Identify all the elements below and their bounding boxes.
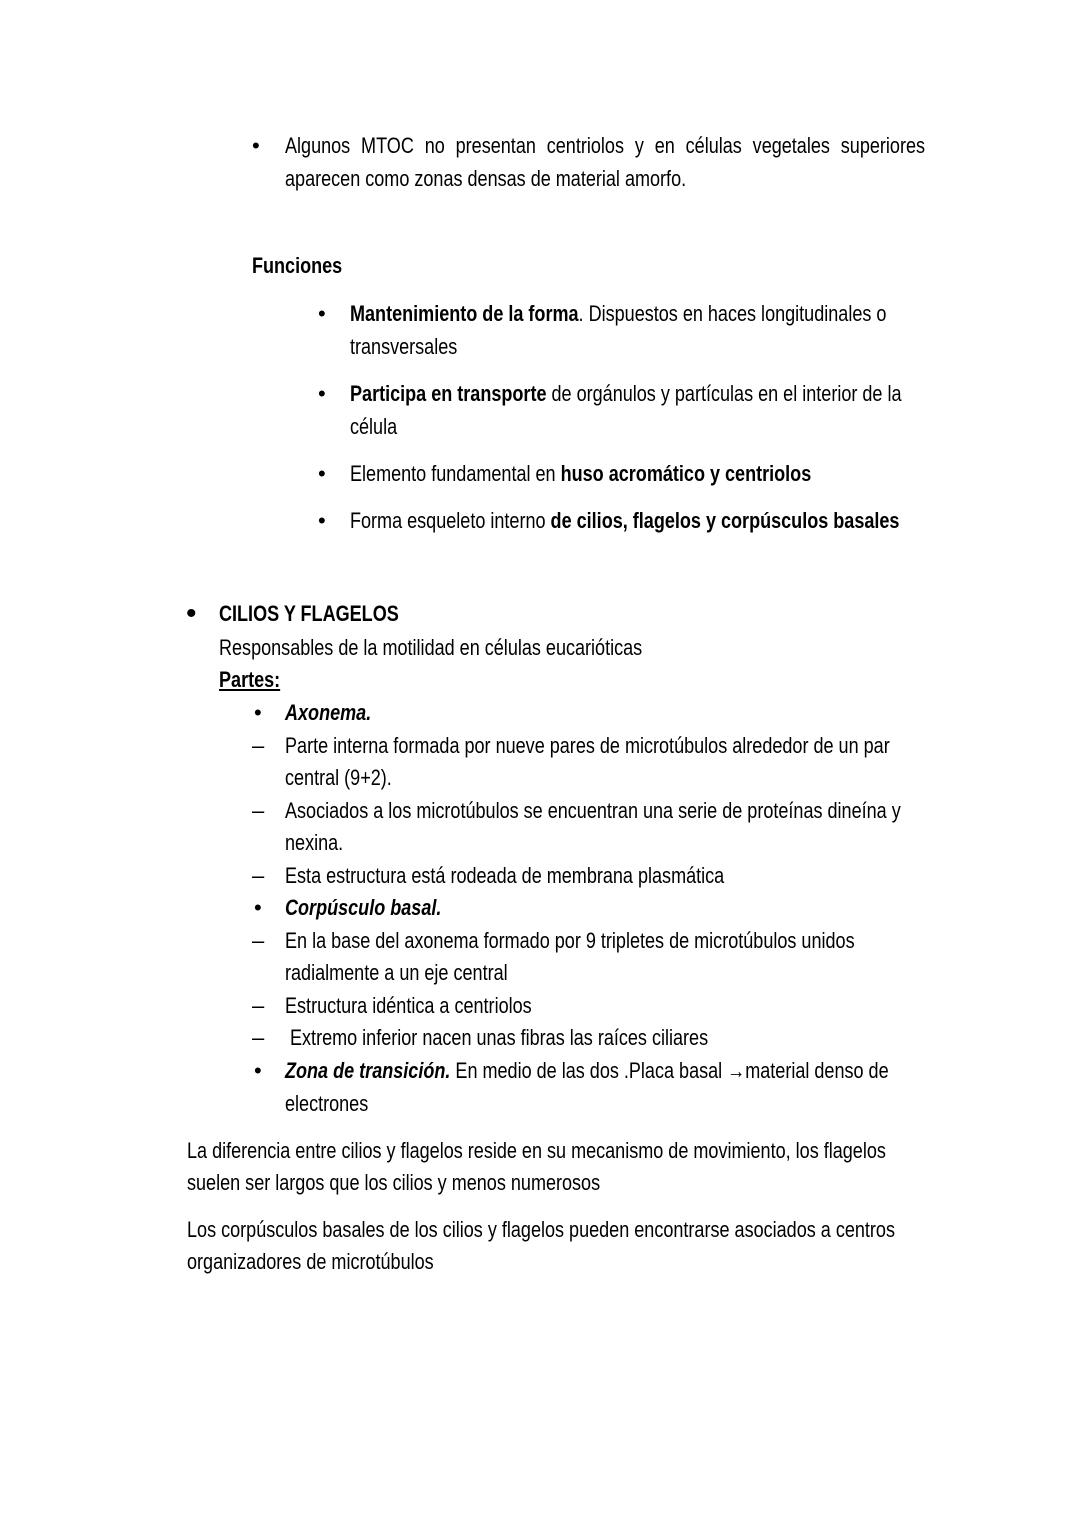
- mtoc-line-2: [285, 163, 774, 195]
- axonema-dash-1: [285, 730, 1022, 762]
- partes-label: [219, 664, 294, 696]
- bullet-icon: •: [254, 1058, 262, 1083]
- axonema-dash-2-cont-text: nexina.: [285, 830, 344, 855]
- bullet-icon: •: [252, 133, 260, 158]
- funciones-heading-text: Funciones: [252, 253, 343, 278]
- funcion-item-4-pre: Forma esqueleto interno: [350, 508, 551, 533]
- dash-icon: –: [252, 798, 265, 823]
- axonema-dash-1-cont-text: central (9+2).: [285, 765, 392, 790]
- bullet-icon: •: [318, 508, 326, 533]
- axonema-dash-2-text: Asociados a los microtúbulos se encuentran una serie de proteínas dineína y: [285, 798, 901, 823]
- funcion-item-1: [350, 298, 1004, 330]
- partes-label-text: Partes:: [219, 667, 281, 692]
- axonema-dash-1-cont: [285, 762, 415, 794]
- corpusculo-dash-1-text: En la base del axonema formado por 9 tripletes de microtúbulos unidos: [285, 928, 855, 953]
- funcion-item-2-cont: [350, 411, 407, 443]
- transicion-cont: [285, 1088, 387, 1120]
- transicion-cont-text: electrones: [285, 1091, 369, 1116]
- paragraph-2-line-1-text: Los corpúsculos basales de los cilios y flagelos pueden encontrarse asociados a centros: [187, 1217, 895, 1242]
- dash-icon: –: [252, 863, 265, 888]
- funcion-item-1-bold: Mantenimiento de la forma: [350, 301, 579, 326]
- corpusculo-dash-2: [285, 990, 586, 1022]
- funcion-item-1-rest: . Dispuestos en haces longitudinales o: [578, 301, 887, 326]
- axonema-title-text: Axonema.: [285, 700, 372, 725]
- corpusculo-dash-1-cont: [285, 957, 557, 989]
- corpusculo-dash-3-text: Extremo inferior nacen unas fibras las raíces ciliares: [290, 1025, 709, 1050]
- axonema-title: [285, 697, 390, 729]
- bullet-icon: •: [318, 461, 326, 486]
- bullet-icon: •: [254, 700, 262, 725]
- cilios-heading: [219, 598, 438, 630]
- paragraph-2-line-1: [187, 1214, 1050, 1246]
- mtoc-line-2-text: aparecen como zonas densas de material amorfo.: [285, 166, 687, 191]
- bullet-icon: •: [186, 597, 197, 630]
- funcion-item-4: [350, 505, 1020, 537]
- funcion-item-2-cont-text: célula: [350, 414, 398, 439]
- corpusculo-dash-1-cont-text: radialmente a un eje central: [285, 960, 508, 985]
- dash-icon: –: [252, 1025, 265, 1050]
- funcion-item-4-bold: de cilios, flagelos y corpúsculos basales: [550, 508, 900, 533]
- funcion-item-2: [350, 378, 1023, 410]
- corpusculo-dash-2-text: Estructura idéntica a centriolos: [285, 993, 532, 1018]
- paragraph-1-line-1-text: La diferencia entre cilios y flagelos reside en su mecanismo de movimiento, los flagelos: [187, 1138, 886, 1163]
- funciones-heading: [252, 250, 362, 282]
- cilios-intro-text: Responsables de la motilidad en células eucarióticas: [219, 635, 643, 660]
- axonema-dash-2: [285, 795, 1036, 827]
- bullet-icon: •: [318, 301, 326, 326]
- mtoc-line-1-content: Algunos MTOC no presentan centriolos y en células vegetales superiores: [285, 133, 926, 158]
- funcion-item-1-cont: [350, 331, 481, 363]
- axonema-dash-3-text: Esta estructura está rodeada de membrana plasmática: [285, 863, 725, 888]
- corpusculo-title-text: Corpúsculo basal.: [285, 895, 442, 920]
- bullet-icon: •: [254, 895, 262, 920]
- corpusculo-dash-3: [290, 1022, 800, 1054]
- axonema-dash-2-cont: [285, 827, 356, 859]
- paragraph-2-line-2-text: organizadores de microtúbulos: [187, 1249, 434, 1274]
- axonema-dash-1-text: Parte interna formada por nueve pares de microtúbulos alrededor de un par: [285, 733, 890, 758]
- corpusculo-dash-1: [285, 925, 980, 957]
- mtoc-line-1: [285, 130, 925, 162]
- paragraph-1-line-2-text: suelen ser largos que los cilios y menos numerosos: [187, 1170, 601, 1195]
- funcion-item-3-pre: Elemento fundamental en: [350, 461, 561, 486]
- funcion-item-3: [350, 458, 912, 490]
- axonema-dash-3: [285, 860, 821, 892]
- funcion-item-2-rest: de orgánulos y partículas en el interior de la: [546, 381, 902, 406]
- bullet-icon: •: [318, 381, 326, 406]
- paragraph-1-line-1: [187, 1135, 1039, 1167]
- cilios-intro: [219, 632, 735, 664]
- paragraph-1-line-2: [187, 1167, 691, 1199]
- funcion-item-3-bold: huso acromático y centriolos: [560, 461, 812, 486]
- transicion-line: [285, 1055, 1021, 1087]
- transicion-rest-text: En medio de las dos .Placa basal →material denso de: [450, 1058, 889, 1083]
- funcion-item-1-cont-text: transversales: [350, 334, 458, 359]
- cilios-heading-text: CILIOS Y FLAGELOS: [219, 601, 399, 626]
- dash-icon: –: [252, 733, 265, 758]
- paragraph-2-line-2: [187, 1246, 488, 1278]
- transicion-title-text: Zona de transición.: [285, 1058, 451, 1083]
- dash-icon: –: [252, 928, 265, 953]
- dash-icon: –: [252, 993, 265, 1018]
- corpusculo-title: [285, 892, 476, 924]
- funcion-item-2-bold: Participa en transporte: [350, 381, 547, 406]
- mtoc-line-1-text: [285, 130, 925, 162]
